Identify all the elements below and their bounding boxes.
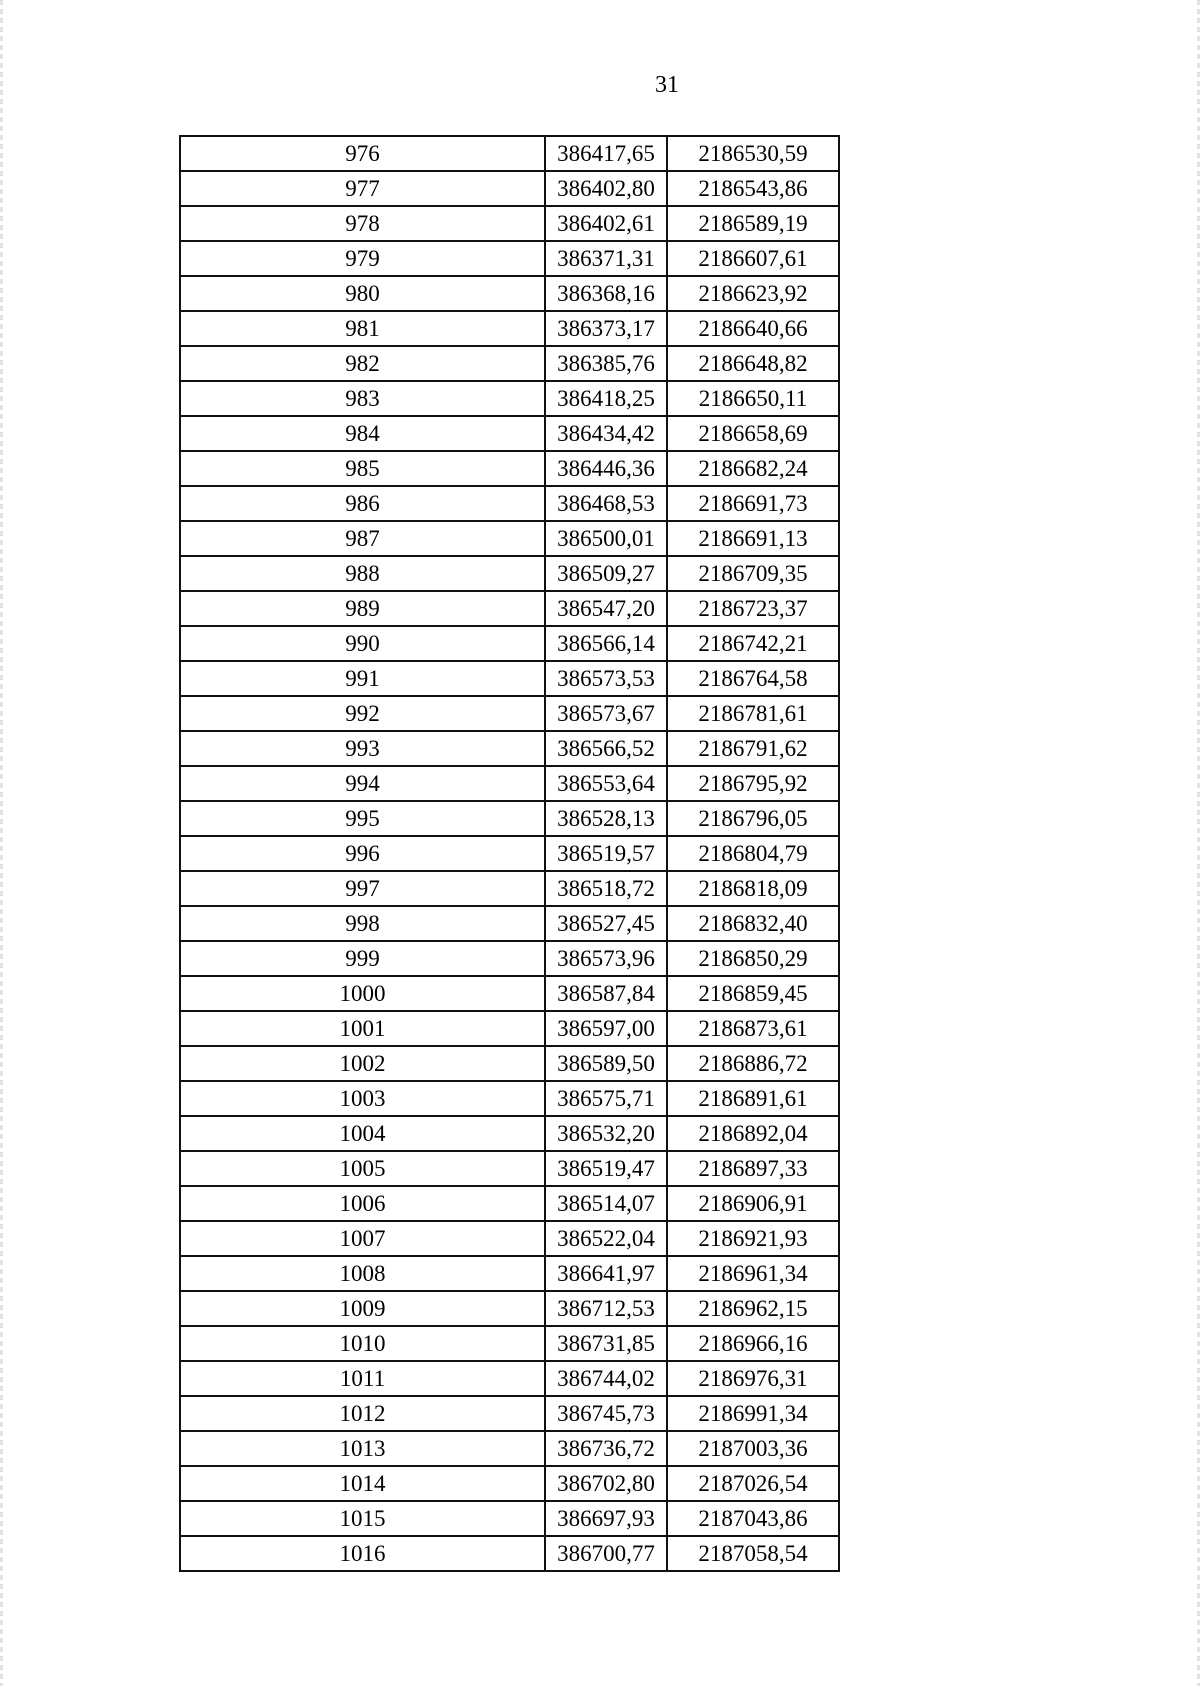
y-coordinate-cell: 2186723,37 bbox=[667, 591, 839, 626]
table-row bbox=[180, 1501, 839, 1536]
table-row bbox=[180, 731, 839, 766]
x-coordinate-cell: 386532,20 bbox=[545, 1116, 667, 1151]
point-number-cell: 981 bbox=[180, 311, 545, 346]
x-coordinate-cell: 386731,85 bbox=[545, 1326, 667, 1361]
x-coordinate-cell: 386736,72 bbox=[545, 1431, 667, 1466]
point-number-cell: 1001 bbox=[180, 1011, 545, 1046]
x-coordinate-cell: 386712,53 bbox=[545, 1291, 667, 1326]
table-row bbox=[180, 836, 839, 871]
y-coordinate-cell: 2187003,36 bbox=[667, 1431, 839, 1466]
table-row bbox=[180, 801, 839, 836]
x-coordinate-cell: 386745,73 bbox=[545, 1396, 667, 1431]
y-coordinate-cell: 2186640,66 bbox=[667, 311, 839, 346]
point-number-cell: 1003 bbox=[180, 1081, 545, 1116]
x-coordinate-cell: 386417,65 bbox=[545, 136, 667, 171]
y-coordinate-cell: 2186897,33 bbox=[667, 1151, 839, 1186]
point-number-cell: 983 bbox=[180, 381, 545, 416]
point-number-cell: 994 bbox=[180, 766, 545, 801]
y-coordinate-cell: 2186709,35 bbox=[667, 556, 839, 591]
table-row bbox=[180, 661, 839, 696]
y-coordinate-cell: 2186795,92 bbox=[667, 766, 839, 801]
y-coordinate-cell: 2186976,31 bbox=[667, 1361, 839, 1396]
table-row bbox=[180, 1081, 839, 1116]
x-coordinate-cell: 386573,96 bbox=[545, 941, 667, 976]
y-coordinate-cell: 2187026,54 bbox=[667, 1466, 839, 1501]
point-number-cell: 1009 bbox=[180, 1291, 545, 1326]
table-row bbox=[180, 276, 839, 311]
x-coordinate-cell: 386573,53 bbox=[545, 661, 667, 696]
x-coordinate-cell: 386519,57 bbox=[545, 836, 667, 871]
x-coordinate-cell: 386700,77 bbox=[545, 1536, 667, 1571]
y-coordinate-cell: 2186818,09 bbox=[667, 871, 839, 906]
table-row bbox=[180, 1186, 839, 1221]
x-coordinate-cell: 386527,45 bbox=[545, 906, 667, 941]
x-coordinate-cell: 386547,20 bbox=[545, 591, 667, 626]
point-number-cell: 998 bbox=[180, 906, 545, 941]
x-coordinate-cell: 386522,04 bbox=[545, 1221, 667, 1256]
y-coordinate-cell: 2187043,86 bbox=[667, 1501, 839, 1536]
x-coordinate-cell: 386702,80 bbox=[545, 1466, 667, 1501]
table-row bbox=[180, 1221, 839, 1256]
y-coordinate-cell: 2186623,92 bbox=[667, 276, 839, 311]
x-coordinate-cell: 386373,17 bbox=[545, 311, 667, 346]
x-coordinate-cell: 386519,47 bbox=[545, 1151, 667, 1186]
x-coordinate-cell: 386500,01 bbox=[545, 521, 667, 556]
y-coordinate-cell: 2186796,05 bbox=[667, 801, 839, 836]
page-scan-edge-left bbox=[0, 0, 3, 1686]
point-number-cell: 1006 bbox=[180, 1186, 545, 1221]
point-number-cell: 985 bbox=[180, 451, 545, 486]
x-coordinate-cell: 386402,61 bbox=[545, 206, 667, 241]
y-coordinate-cell: 2186892,04 bbox=[667, 1116, 839, 1151]
point-number-cell: 999 bbox=[180, 941, 545, 976]
x-coordinate-cell: 386368,16 bbox=[545, 276, 667, 311]
point-number-cell: 980 bbox=[180, 276, 545, 311]
table-row bbox=[180, 906, 839, 941]
x-coordinate-cell: 386514,07 bbox=[545, 1186, 667, 1221]
x-coordinate-cell: 386697,93 bbox=[545, 1501, 667, 1536]
point-number-cell: 996 bbox=[180, 836, 545, 871]
y-coordinate-cell: 2186781,61 bbox=[667, 696, 839, 731]
x-coordinate-cell: 386553,64 bbox=[545, 766, 667, 801]
table-row bbox=[180, 626, 839, 661]
point-number-cell: 1012 bbox=[180, 1396, 545, 1431]
point-number-cell: 992 bbox=[180, 696, 545, 731]
y-coordinate-cell: 2186873,61 bbox=[667, 1011, 839, 1046]
coordinates-table-body bbox=[180, 136, 839, 1571]
y-coordinate-cell: 2186961,34 bbox=[667, 1256, 839, 1291]
table-row bbox=[180, 1256, 839, 1291]
x-coordinate-cell: 386587,84 bbox=[545, 976, 667, 1011]
point-number-cell: 991 bbox=[180, 661, 545, 696]
page-number: 31 bbox=[655, 72, 679, 98]
x-coordinate-cell: 386402,80 bbox=[545, 171, 667, 206]
table-row bbox=[180, 591, 839, 626]
y-coordinate-cell: 2186648,82 bbox=[667, 346, 839, 381]
table-row bbox=[180, 871, 839, 906]
table-row bbox=[180, 416, 839, 451]
y-coordinate-cell: 2186691,73 bbox=[667, 486, 839, 521]
point-number-cell: 1014 bbox=[180, 1466, 545, 1501]
x-coordinate-cell: 386446,36 bbox=[545, 451, 667, 486]
point-number-cell: 1016 bbox=[180, 1536, 545, 1571]
point-number-cell: 1008 bbox=[180, 1256, 545, 1291]
point-number-cell: 977 bbox=[180, 171, 545, 206]
y-coordinate-cell: 2186791,62 bbox=[667, 731, 839, 766]
y-coordinate-cell: 2186742,21 bbox=[667, 626, 839, 661]
x-coordinate-cell: 386573,67 bbox=[545, 696, 667, 731]
x-coordinate-cell: 386575,71 bbox=[545, 1081, 667, 1116]
y-coordinate-cell: 2186658,69 bbox=[667, 416, 839, 451]
table-row bbox=[180, 1396, 839, 1431]
y-coordinate-cell: 2186543,86 bbox=[667, 171, 839, 206]
table-row bbox=[180, 241, 839, 276]
table-row bbox=[180, 766, 839, 801]
point-number-cell: 986 bbox=[180, 486, 545, 521]
x-coordinate-cell: 386418,25 bbox=[545, 381, 667, 416]
point-number-cell: 1007 bbox=[180, 1221, 545, 1256]
point-number-cell: 978 bbox=[180, 206, 545, 241]
x-coordinate-cell: 386468,53 bbox=[545, 486, 667, 521]
x-coordinate-cell: 386641,97 bbox=[545, 1256, 667, 1291]
point-number-cell: 1015 bbox=[180, 1501, 545, 1536]
table-row bbox=[180, 1116, 839, 1151]
y-coordinate-cell: 2186650,11 bbox=[667, 381, 839, 416]
y-coordinate-cell: 2186804,79 bbox=[667, 836, 839, 871]
table-row bbox=[180, 1011, 839, 1046]
point-number-cell: 1002 bbox=[180, 1046, 545, 1081]
table-row bbox=[180, 941, 839, 976]
y-coordinate-cell: 2186859,45 bbox=[667, 976, 839, 1011]
point-number-cell: 1010 bbox=[180, 1326, 545, 1361]
table-row bbox=[180, 1046, 839, 1081]
y-coordinate-cell: 2186906,91 bbox=[667, 1186, 839, 1221]
point-number-cell: 997 bbox=[180, 871, 545, 906]
table-row bbox=[180, 976, 839, 1011]
x-coordinate-cell: 386434,42 bbox=[545, 416, 667, 451]
table-row bbox=[180, 136, 839, 171]
x-coordinate-cell: 386597,00 bbox=[545, 1011, 667, 1046]
y-coordinate-cell: 2186607,61 bbox=[667, 241, 839, 276]
point-number-cell: 995 bbox=[180, 801, 545, 836]
x-coordinate-cell: 386518,72 bbox=[545, 871, 667, 906]
x-coordinate-cell: 386385,76 bbox=[545, 346, 667, 381]
point-number-cell: 1013 bbox=[180, 1431, 545, 1466]
point-number-cell: 979 bbox=[180, 241, 545, 276]
x-coordinate-cell: 386744,02 bbox=[545, 1361, 667, 1396]
x-coordinate-cell: 386509,27 bbox=[545, 556, 667, 591]
coordinates-table bbox=[179, 135, 840, 1572]
point-number-cell: 982 bbox=[180, 346, 545, 381]
point-number-cell: 984 bbox=[180, 416, 545, 451]
table-row bbox=[180, 1536, 839, 1571]
table-row bbox=[180, 1361, 839, 1396]
table-row bbox=[180, 696, 839, 731]
y-coordinate-cell: 2186962,15 bbox=[667, 1291, 839, 1326]
x-coordinate-cell: 386371,31 bbox=[545, 241, 667, 276]
x-coordinate-cell: 386566,14 bbox=[545, 626, 667, 661]
x-coordinate-cell: 386528,13 bbox=[545, 801, 667, 836]
table-row bbox=[180, 521, 839, 556]
table-row bbox=[180, 346, 839, 381]
y-coordinate-cell: 2186682,24 bbox=[667, 451, 839, 486]
point-number-cell: 976 bbox=[180, 136, 545, 171]
table-row bbox=[180, 486, 839, 521]
y-coordinate-cell: 2186832,40 bbox=[667, 906, 839, 941]
point-number-cell: 993 bbox=[180, 731, 545, 766]
x-coordinate-cell: 386589,50 bbox=[545, 1046, 667, 1081]
table-row bbox=[180, 206, 839, 241]
table-row bbox=[180, 311, 839, 346]
y-coordinate-cell: 2186691,13 bbox=[667, 521, 839, 556]
table-row bbox=[180, 1291, 839, 1326]
y-coordinate-cell: 2186764,58 bbox=[667, 661, 839, 696]
x-coordinate-cell: 386566,52 bbox=[545, 731, 667, 766]
table-row bbox=[180, 451, 839, 486]
point-number-cell: 987 bbox=[180, 521, 545, 556]
y-coordinate-cell: 2187058,54 bbox=[667, 1536, 839, 1571]
y-coordinate-cell: 2186530,59 bbox=[667, 136, 839, 171]
y-coordinate-cell: 2186886,72 bbox=[667, 1046, 839, 1081]
point-number-cell: 1011 bbox=[180, 1361, 545, 1396]
y-coordinate-cell: 2186589,19 bbox=[667, 206, 839, 241]
y-coordinate-cell: 2186921,93 bbox=[667, 1221, 839, 1256]
table-row bbox=[180, 556, 839, 591]
table-row bbox=[180, 1151, 839, 1186]
point-number-cell: 990 bbox=[180, 626, 545, 661]
y-coordinate-cell: 2186991,34 bbox=[667, 1396, 839, 1431]
y-coordinate-cell: 2186850,29 bbox=[667, 941, 839, 976]
point-number-cell: 1000 bbox=[180, 976, 545, 1011]
table-row bbox=[180, 381, 839, 416]
table-row bbox=[180, 1466, 839, 1501]
table-row bbox=[180, 1431, 839, 1466]
point-number-cell: 1005 bbox=[180, 1151, 545, 1186]
point-number-cell: 1004 bbox=[180, 1116, 545, 1151]
y-coordinate-cell: 2186966,16 bbox=[667, 1326, 839, 1361]
point-number-cell: 989 bbox=[180, 591, 545, 626]
y-coordinate-cell: 2186891,61 bbox=[667, 1081, 839, 1116]
point-number-cell: 988 bbox=[180, 556, 545, 591]
table-row bbox=[180, 171, 839, 206]
table-row bbox=[180, 1326, 839, 1361]
